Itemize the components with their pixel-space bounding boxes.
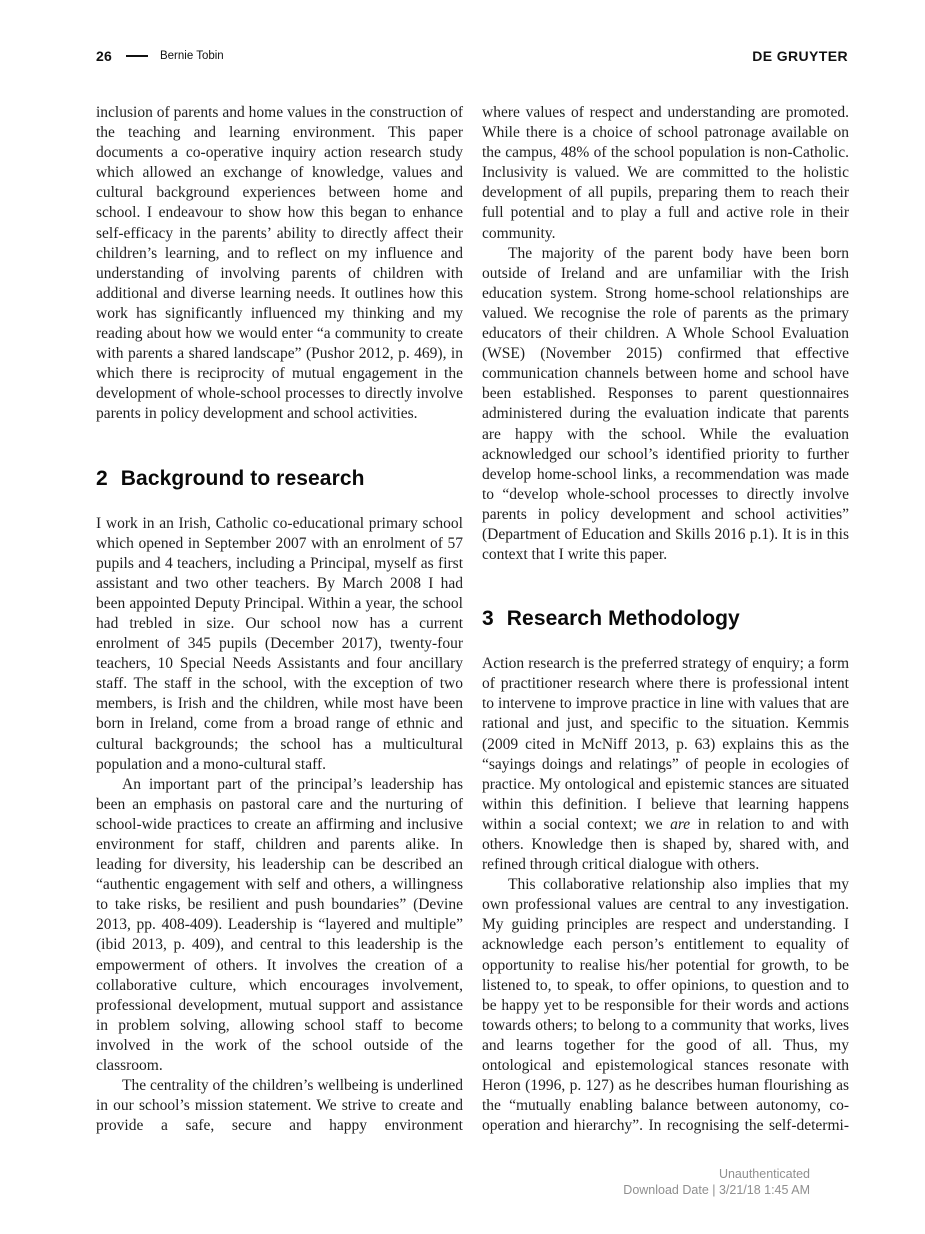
running-header: [96, 48, 848, 64]
paragraph: Action research is the preferred strategy of enquiry; a form of practitioner research where there is professional intent to intervene to improve practice in line with values that are rational and just, and specific to the situation. Kemmis (2009 cited in McNiff 2013, p. 63) explains this as the “sayings doings and relatings” of people in ecologies of practice. My ontological and epistemic stances are situated within this definition. I believe that learning happens within a social context; we are in relation to and with others. Knowledge then is shaped by, shared with, and refined through critical dialogue with others.: [482, 655, 849, 874]
header-rule-divider: [126, 55, 148, 58]
paragraph: I work in an Irish, Catholic co-educational primary school which opened in September 2007 with an enrolment of 57 pupils and 4 teachers, including a Principal, myself as first assistant and two other teachers. By March 2008 I had been appointed Deputy Principal. Within a year, the school had trebled in size. Our school now has a current enrolment of 345 pupils (December 2017), twenty-four teachers, 10 Special Needs Assistants and four ancillary staff. The staff in the school, with the exception of two members, is Irish and the children, while most have been born in Ireland, come from a broad range of ethnic and cultural backgrounds; the school has a multicultural population and a mono-cultural staff.: [96, 514, 463, 773]
header-left: [96, 48, 224, 64]
section-title: Research Methodology: [506, 607, 740, 631]
download-stamp: [623, 1166, 810, 1198]
paragraph: inclusion of parents and home values in the construction of the teaching and learning environment. This paper documents a co-operative inquiry action research study which allowed an exchange of knowledge, values and cultural background experiences between home and school. I endeavour to show how this began to enhance self-efficacy in the parents’ ability to directly affect their children’s learning, and to reflect on my influence and understanding of involving parents of children with additional and diverse learning needs. It outlines how this work has significantly influenced my thinking and my reading about how we would enter “a community to create with parents a shared landscape” (Pushor 2012, p. 469), in which there is reciprocity of mutual engagement in the development of whole-school processes to directly involve parents in policy development and school activities.: [96, 104, 463, 423]
section-heading: [96, 467, 463, 491]
author-name: Bernie Tobin: [159, 50, 224, 62]
paragraph: An important part of the principal’s leadership has been an emphasis on pastoral care and the nurturing of school-wide practices to create an affirming and inclusive environment for staff, children and parents alike. In leading for diversity, his leadership can be described an “authentic engagement with self and others, a willingness to take risks, be resilient and push boundaries” (Devine 2013, pp. 408-409). Leadership is “layered and multiple” (ibid 2013, p. 409), and central to this leadership is the empowerment of others. It involves the creation of a collaborative culture, which encourages involvement, professional development, mutual support and assistance in problem solving, allowing school staff to become involved in the work of the school outside of the classroom.: [96, 775, 463, 1075]
section-number: 2: [96, 466, 108, 490]
paragraph: where values of respect and understanding are promoted. While there is a choice of school patronage available on the campus, 48% of the school population is non-Catholic. Inclusivity is valued. We are committed to the holistic development of all pupils, preparing them to reach their full potential and to play a full and active role in their community.: [482, 104, 849, 242]
publisher-logo-text: DE GRUYTER: [752, 48, 848, 64]
section-number: 3: [482, 607, 494, 631]
column-left: [96, 103, 463, 1136]
paragraph: This collaborative relationship also implies that my own professional values are central to any investigation. My guiding principles are respect and understanding. I acknowledge each person’s entitlement to equality of opportunity to realise his/her potential for growth, to be listened to, to speak, to offer opinions, to question and to be happy yet to be responsible for their words and actions towards others; to belong to a community that works, lives and learns together for the good of all. Thus, my ontological and epistemological stances resonate with Heron (1996, p. 127) as he describes human flourishing as the “mutually enabling balance between autonomy, co-operation and hierarchy”. In recognising the self-determi-: [482, 876, 849, 1135]
section-heading: [482, 607, 849, 631]
paragraph: The majority of the parent body have been born outside of Ireland and are unfamiliar with the Irish education system. Strong home-school relationships are valued. We recognise the role of parents as the primary educators of their children. A Whole School Evaluation (WSE) (November 2015) confirmed that effective communication channels between home and school have been established. Responses to parent questionnaires administered during the evaluation indicate that parents are happy with the school. While the evaluation acknowledged our school’s identified priority to further develop home-school links, a recommendation was made to “develop whole-school processes to directly involve parents in policy development and school activities” (Department of Education and Skills 2016 p.1). It is in this context that I write this paper.: [482, 244, 849, 564]
stamp-line-2: Download Date | 3/21/18 1:45 AM: [623, 1183, 810, 1197]
stamp-line-1: Unauthenticated: [718, 1167, 810, 1181]
article-body: [96, 103, 849, 1136]
section-title: Background to research: [120, 466, 365, 490]
column-right: [482, 103, 849, 1136]
paragraph: The centrality of the children’s wellbeing is underlined in our school’s mission statement. We strive to create and provide a safe, secure and happy environment: [96, 1077, 463, 1135]
page-number: 26: [96, 48, 112, 64]
